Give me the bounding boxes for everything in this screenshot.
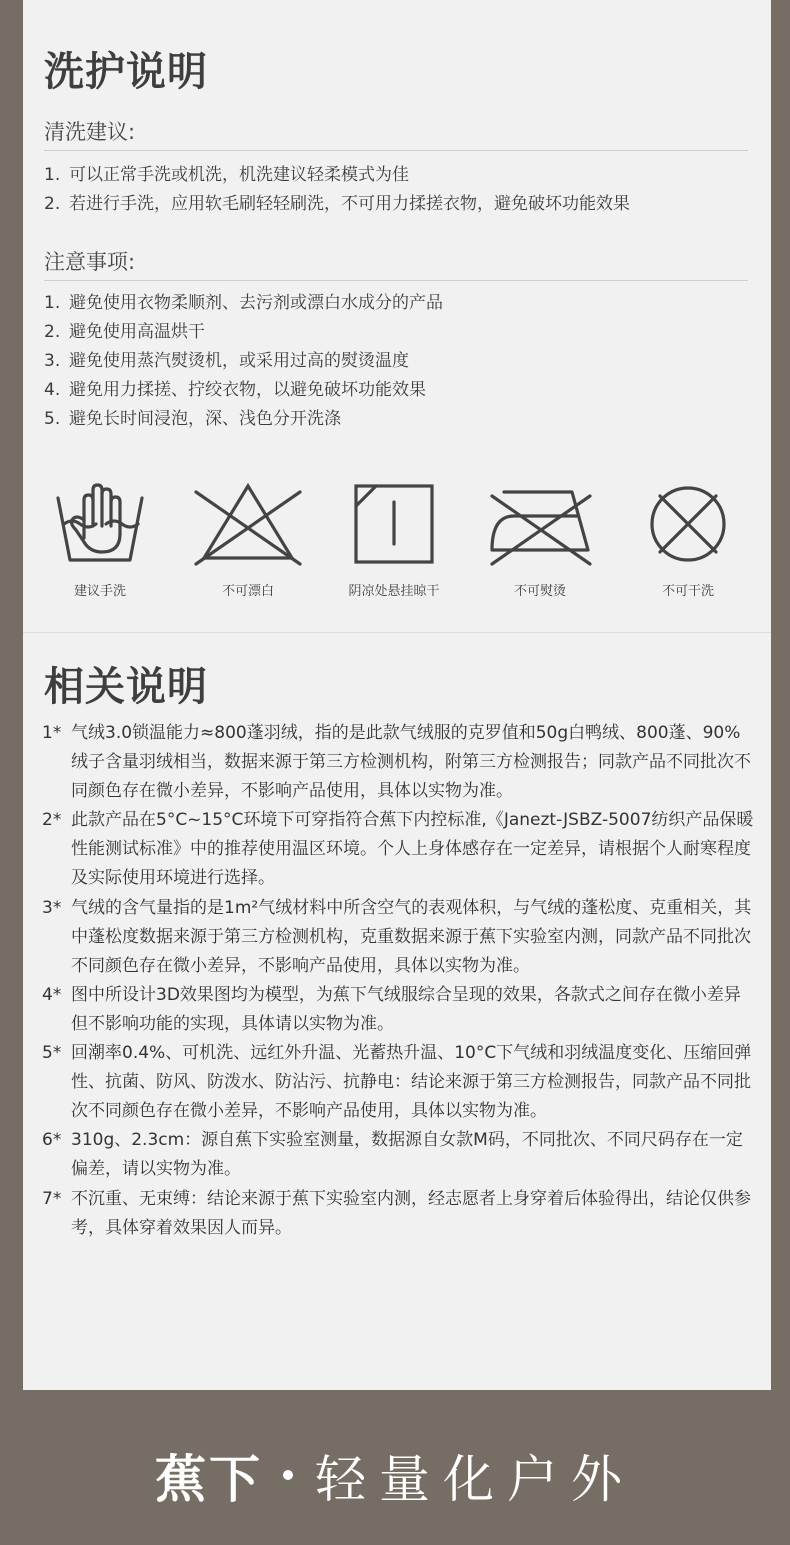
list-item: 1. 可以正常手洗或机洗，机洗建议轻柔模式为佳 [44, 165, 409, 185]
notes-list [42, 719, 754, 1243]
do-not-bleach-icon [190, 480, 306, 568]
symbol-label: 阴凉处悬挂晾干 [348, 584, 440, 599]
footnote-marker: 1* [42, 723, 62, 743]
list-item: 6* 310g、2.3cm：源自蕉下实验室测量，数据源自女款M码，不同批次、不同尺码存在一定偏差，请以实物为准。 [42, 1126, 754, 1184]
symbol-label: 建议手洗 [73, 584, 126, 599]
list-item: 5. 避免长时间浸泡，深、浅色分开洗涤 [44, 409, 341, 429]
care-symbol [329, 480, 459, 599]
hand-wash-icon [50, 480, 150, 568]
footnote-marker: 3* [42, 897, 62, 918]
footnote-marker: 2* [42, 810, 62, 831]
care-title: 洗护说明 [44, 49, 208, 95]
divider [44, 280, 748, 281]
list-item: 3* 气绒的含气量指的是1m²气绒材料中所含空气的表观体积，与气绒的蓬松度、克重相关，其中蓬松度数据来源于第三方检测机构，克重数据来源于蕉下实验室内测，同款产品不同批次不同颜色存在微小差异，不影响产品使用，具体以实物为准。 [42, 894, 754, 981]
symbol-label: 不可熨烫 [513, 584, 566, 599]
notes-panel [23, 633, 771, 1390]
footnote-marker: 6* [42, 1130, 62, 1151]
washing-advice-list [44, 161, 630, 219]
cautions-list [44, 289, 443, 434]
footnote-marker: 5* [42, 1043, 62, 1064]
do-not-iron-icon [482, 480, 598, 568]
list-item: 1. 避免使用衣物柔顺剂、去污剂或漂白水成分的产品 [44, 293, 443, 313]
separator-dot [283, 1470, 293, 1480]
washing-advice-heading: 清洗建议: [44, 120, 136, 144]
brand-tagline: 轻量化户外 [315, 1451, 636, 1510]
list-item: 2* 此款产品在5°C~15°C环境下可穿指符合蕉下内控标准,《Janezt-JSBZ-5007纺织产品保暖性能测试标准》中的推荐使用温区环境。个人上身体感存在一定差异，请根据个人耐寒程度及实际使用环境进行选择。 [42, 806, 754, 893]
care-symbol [35, 480, 165, 599]
list-item: 7* 不沉重、无束缚：结论来源于蕉下实验室内测，经志愿者上身穿着后体验得出，结论仅供参考，具体穿着效果因人而异。 [42, 1185, 754, 1243]
divider [44, 150, 748, 151]
footnote-marker: 4* [42, 984, 62, 1005]
shade-line-dry-icon [344, 480, 444, 568]
symbol-label: 不可干洗 [661, 584, 714, 599]
list-item: 3. 避免使用蒸汽熨烫机，或采用过高的熨烫温度 [44, 351, 409, 371]
do-not-dry-clean-icon [638, 480, 738, 568]
list-item: 2. 若进行手洗，应用软毛刷轻轻刷洗，不可用力揉搓衣物，避免破坏功能效果 [44, 194, 630, 214]
care-symbol [183, 480, 313, 599]
list-item: 4* 图中所设计3D效果图均为模型，为蕉下气绒服综合呈现的效果，各款式之间存在微小差异但不影响功能的实现，具体请以实物为准。 [42, 981, 754, 1039]
cautions-heading: 注意事项: [44, 250, 136, 274]
care-symbol [623, 480, 753, 599]
list-item: 4. 避免用力揉搓、拧绞衣物，以避免破坏功能效果 [44, 380, 426, 400]
care-symbols [23, 480, 771, 610]
care-instructions-panel [23, 0, 771, 632]
care-symbol [475, 480, 605, 599]
brand-logo: 蕉下 [154, 1451, 263, 1510]
footnote-marker: 7* [42, 1188, 62, 1209]
list-item: 2. 避免使用高温烘干 [44, 322, 205, 342]
list-item: 1* 气绒3.0锁温能力≈800蓬羽绒，指的是此款气绒服的克罗值和50g白鸭绒、800蓬、90%绒子含量羽绒相当，数据来源于第三方检测机构，附第三方检测报告；同款产品不同批次不同颜色存在微小差异，不影响产品使用，具体以实物为准。 [42, 719, 754, 806]
notes-title: 相关说明 [44, 664, 208, 710]
symbol-label: 不可漂白 [221, 584, 274, 599]
list-item: 5* 回潮率0.4%、可机洗、远红外升温、光蓄热升温、10°C下气绒和羽绒温度变化、压缩回弹性、抗菌、防风、防泼水、防沾污、抗静电：结论来源于第三方检测报告，同款产品不同批次不同颜色存在微小差异，不影响产品使用，具体以实物为准。 [42, 1039, 754, 1126]
brand-slogan [0, 1438, 790, 1518]
